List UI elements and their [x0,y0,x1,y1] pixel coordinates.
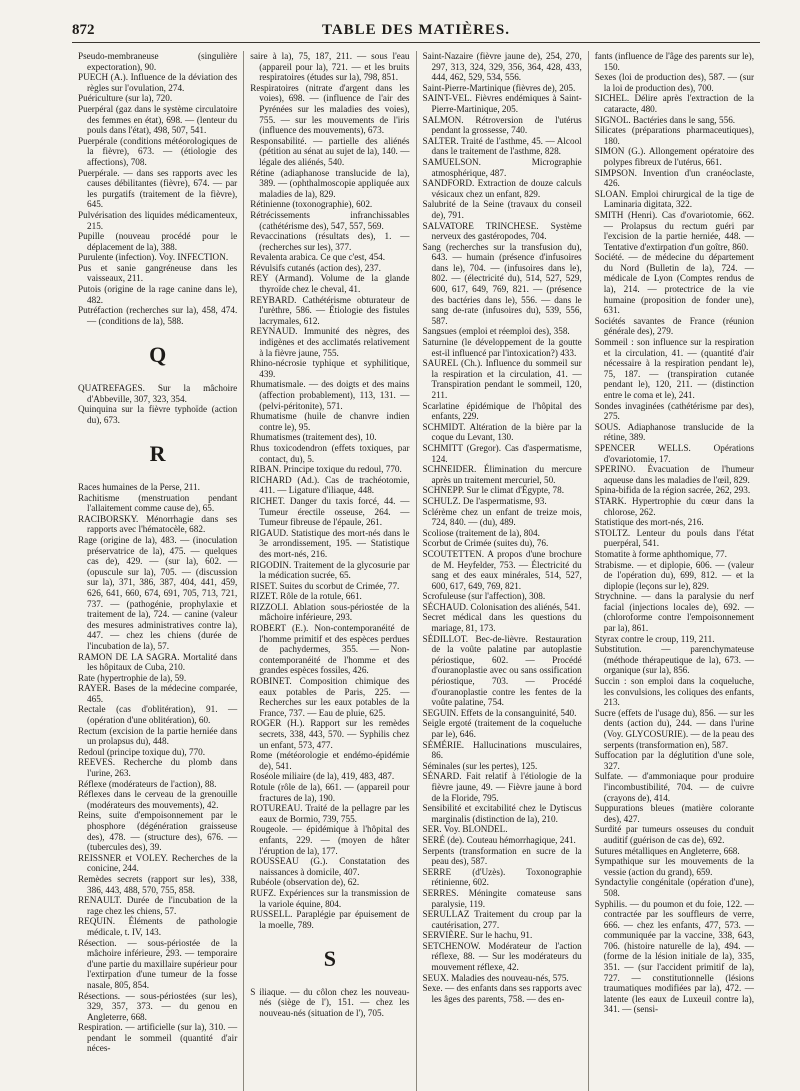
index-entry: SERVIÈRE. Sur le hachu, 91. [422,930,533,941]
index-entry: Rhumatismale. — des doigts et des mains (affection probablement), 113, 131. — (pelvi-péritonite), 571. [250,379,410,411]
index-entry: RIGAUD. Statistique des mort-nés dans le 3e arrondissement, 195. — Statistique des mort-nés, 216. [250,527,410,559]
index-columns [72,51,760,1091]
index-entry: Strabisme. — et diplopie, 606. — (valeur de l'opération du), 699, 812. — et la diplopie (leçons sur le), 829. [594,559,754,591]
index-entry: SER. Voy. BLONDEL. [422,824,508,835]
index-entry: SICHEL. Délire après l'extraction de la cataracte, 480. [594,93,754,114]
index-entry: Réflexe (modérateurs de l'action), 88. [78,778,217,789]
index-entry: SLOAN. Emploi chirurgical de la tige de Laminaria digitata, 322. [594,188,754,210]
index-entry: REISSNER et VOLEY. Recherches de la conicine, 244. [78,852,238,874]
index-entry: Rotule (rôle de la), 661. — (appareil pour fractures de la), 190. [250,781,410,803]
index-entry: SERRE (d'Uzès). Toxonographie rétinienne, 602. [422,866,582,888]
index-entry: Rage (origine de la), 483. — (inoculation préservatrice de la), 475. — quelques cas de), 429. — (sur la), 602. — (opuscule sur la), 705. — (discussion sur la), 371, 386, 387, 404, 441, 459, 626, 641, 660, 674, 691, 705, 713, 721, 737. — (pathogénie, prophylaxie et traitement de la), 724. — canine (valeur des mesures administratives contre la), 447. — chez les chiens (durée de l'incubation de la), 57. [78,534,238,651]
index-entry: SALVATORE TRINCHESE. Système nerveux des gastéropodes, 704. [422,220,582,242]
index-entry: SALMON. Rétroversion de l'utérus pendant la grossesse, 740. [422,114,582,136]
index-entry: Sang (recherches sur la transfusion du), 643. — humain (présence d'infusoires dans le), 704. — (infusoires dans le), 802. — (électricité du), 514, 527, 529, 600, 617, 649, 769, 821. — (présence des bactéries dans le), 556. — dans le sang de-rate (infusoires du), 539, 556, 587. [422,241,582,326]
index-entry: SANDFORD. Extraction de douze calculs vésicaux chez un enfant, 829. [422,178,582,199]
index-column-4 [588,51,760,1091]
index-entry: SAUREL (Ch.). Influence du sommeil sur la respiration et la circulation, 41. — Transpiration pendant le sommeil, 120, 211. [422,358,582,400]
index-entry: Serpents (transformation en sucre de la peau des), 587. [422,845,582,867]
index-entry: Saturnine (le développement de la goutte est-il influencé par l'intoxication?) 433. [422,337,582,358]
running-title: TABLE DES MATIÈRES. [321,22,511,38]
index-column-1 [72,51,243,1091]
index-entry: Sympathique sur les mouvements de la vessie (action du grand), 659. [594,856,754,877]
index-entry: REYNAUD. Immunité des nègres, des indigènes et des acclimatés relativement à la fièvre jaune, 755. [250,326,410,358]
index-entry: Scoliose (traitement de la), 804. [422,527,540,538]
index-entry: Pupille (nouveau procédé pour le déplacement de la), 388. [78,231,238,252]
index-entry: RIBAN. Principe toxique du redoul, 770. [250,464,402,475]
index-entry: Puerpérale (conditions météorologiques de la fièvre), 673. — (étiologie des affections), 708. [78,135,238,167]
index-entry: S iliaque. — du côlon chez les nouveau-nés (siège de l'), 151. — chez les nouveau-nés (situation de l'), 705. [250,986,410,1019]
index-entry: Revalenta arabica. Ce que c'est, 454. [250,252,386,263]
index-entry: fants (influence de l'âge des parents sur le), 150. [594,51,754,72]
index-entry: Sondes invaginées (cathétérisme par des), 275. [594,400,754,422]
index-entry: Roséole miliaire (de la), 419, 483, 487. [250,771,395,782]
index-entry: Rome (météorologie et endémo-épidémie de), 541. [250,750,410,771]
index-entry: SEGUIN. Effets de la consanguinité, 540. [422,707,577,718]
index-entry: SCOUTETTEN. A propos d'une brochure de M. Heyfelder, 753. — Électricité du sang et des eaux minérales, 514, 527, 600, 617, 649, 769, 821. [422,548,582,591]
index-entry: RIGODIN. Traitement de la glycosurie par la médication sucrée, 65. [250,559,410,581]
index-entry: Rétine (adiaphanose translucide de la), 389. — (ophthalmoscopie appliquée aux maladies de la), 829. [250,167,410,199]
index-entry: SCHULZ. De l'aspermatisme, 93. [422,495,547,506]
index-entry: SOUS. Adiaphanose translucide de la rétine, 389. [594,421,754,443]
index-entry: Suppurations bleues (matière colorante des), 427. [594,803,754,824]
index-entry: SÉNARD. Fait relatif à l'étiologie de la fièvre jaune, 49. — Fièvre jaune à bord de la Floride, 795. [422,771,582,803]
index-entry: Pus et sanie gangréneuse dans les vaisseaux, 211. [78,262,238,284]
index-entry: RENAULT. Durée de l'incubation de la rage chez les chiens, 57. [78,895,238,916]
index-entry: Silicates (préparations pharmaceutiques), 180. [594,125,754,146]
index-entry: SIMON (G.). Allongement opératoire des polypes fibreux de l'utérus, 661. [594,146,754,167]
index-entry: Styrax contre le croup, 119, 211. [594,633,715,644]
index-entry: Substitution. — parenchymateuse (méthode thérapeutique de la), 673. — organique (sur la), 856. [594,644,754,676]
index-entry: Respiration. — artificielle (sur la), 310. — pendant le sommeil (quantité d'air néces- [78,1022,238,1054]
index-entry: STARK. Hypertrophie du cœur dans la chlorose, 262. [594,495,754,517]
index-entry: Pseudo-membraneuse (singulière expectoration), 90. [78,51,238,72]
index-entry: Rectale (cas d'oblitération), 91. — (opération d'une oblitération), 60. [78,704,238,726]
index-entry: Scrofuleuse (sur l'affection), 308. [422,591,546,602]
index-entry: STOLTZ. Lenteur du pouls dans l'état puerpéral, 541. [594,527,754,549]
index-entry: Rougeole. — épidémique à l'hôpital des enfants, 229. — (moyen de hâter l'éruption de la), 177. [250,824,410,856]
index-entry: Succin : son emploi dans la coqueluche, les convulsions, les coliques des enfants, 213. [594,676,754,708]
index-entry: Rhus toxicodendron (effets toxiques, par contact, du), 5. [250,442,410,464]
index-entry: Séminales (sur les pertes), 125. [422,760,538,771]
index-entry: Statistique des mort-nés, 216. [594,517,704,528]
index-entry: Rétrécissements infranchissables (cathétérisme des), 547, 557, 569. [250,209,410,231]
index-entry: Syndactylie congénitale (opération d'une), 508. [594,877,754,898]
index-entry: Sclérème chez un enfant de treize mois, 724, 840. — (du), 489. [422,506,582,528]
index-entry: Rhumatisme (huile de chanvre indien contre le), 95. [250,411,410,432]
index-entry: Rhino-nécrosie typhique et syphilitique, 439. [250,358,410,379]
index-entry: REY (Armand). Volume de la glande thyroïde chez le cheval, 41. [250,273,410,295]
index-entry: Rétinienne (toxonographie), 602. [250,199,373,210]
index-entry: Rachitisme (menstruation pendant l'allaitement comme cause de), 65. [78,492,238,514]
index-entry: Respiratoires (nitrate d'argent dans les voies), 698. — (influence de l'air des Pyrénées sur les maladies des voies), 755. — sur les mouvements de l'iris (influence des mouvements), 673. [250,82,410,136]
index-entry: Redoul (principe toxique du), 770. [78,746,206,757]
index-entry: Rate (hypertrophie de la), 59. [78,672,187,683]
index-entry: RAMON DE LA SAGRA. Mortalité dans les hôpitaux de Cuba, 210. [78,651,238,673]
index-entry: REYBARD. Cathétérisme obturateur de l'urèthre, 586. — Étiologie des fistules lacrymales, 612. [250,294,410,326]
section-letter: Q [149,342,167,368]
index-entry: SÉCHAUD. Colonisation des aliénés, 541. [422,601,581,612]
index-entry: Remèdes secrets (rapport sur les), 338, 386, 443, 488, 570, 755, 858. [78,873,238,895]
page-header [72,20,760,43]
index-entry: Responsabilité. — partielle des aliénés (pétition au sénat au sujet de la), 140. — légale des aliénés, 540. [250,135,410,167]
index-entry: RICHET. Danger du taxis forcé, 44. — Tumeur érectile osseuse, 264. — Tumeur fibreuse de l'épaule, 261. [250,495,410,528]
index-entry: SAMUELSON. Micrographie atmosphérique, 487. [422,156,582,178]
index-entry: saire à la), 75, 187, 211. — sous l'eau (appareil pour la), 721. — et les bruits respiratoires (études sur la), 798, 851. [250,51,410,83]
index-entry: Strychnine. — dans la paralysie du nerf facial (injections locales de), 692. — (chloroforme contre l'empoisonnement par la), 861. [594,591,754,634]
index-entry: SCHMIDT. Altération de la bière par la coque du Levant, 130. [422,421,582,443]
index-entry: Purulente (infection). Voy. INFECTION. [78,252,229,263]
index-entry: Résections. — sous-périostées (sur les), 329, 357, 373. — du genou en Angleterre, 668. [78,990,238,1022]
index-entry: SIGNOL. Bactéries dans le sang, 556. [594,114,736,125]
index-entry: Putois (origine de la rage canine dans le), 482. [78,284,238,305]
index-entry: Pulvérisation des liquides médicamenteux, 215. [78,209,238,231]
index-entry: Scarlatine épidémique de l'hôpital des enfants, 229. [422,400,582,422]
index-entry: SAINT-VEL. Fièvres endémiques à Saint-Pierre-Martinique, 205. [422,93,582,114]
index-entry: Puerpérale. — dans ses rapports avec les causes débilitantes (fièvre), 674. — par les purgatifs (traitement de la fièvre), 645. [78,167,238,210]
index-entry: SMITH (Henri). Cas d'ovariotomie, 662. — Prolapsus du rectum guéri par l'excision de la partie herniée, 448. — Tentative d'extirpation d'un goître, 860. [594,209,754,252]
index-entry: RIZZOLI. Ablation sous-périostée de la mâchoire inférieure, 293. [250,601,410,623]
index-entry: PUECH (A.). Influence de la déviation des règles sur l'ovulation, 274. [78,72,238,93]
index-entry: Réflexes dans le cerveau de la grenouille (modérateurs des mouvements), 42. [78,789,238,810]
index-entry: Révulsifs cutanés (action des), 237. [250,262,381,273]
section-letter: R [149,441,166,467]
index-entry: Rubéole (observation de), 62. [250,877,360,888]
index-entry: Sexes (loi de production des), 587. — (sur la loi de production des), 700. [594,72,754,93]
index-entry: RACIBORSKY. Ménorrhagie dans ses rapports avec l'hématocèle, 682. [78,513,238,535]
index-entry: Spina-bifida de la région sacrée, 262, 293. [594,485,751,496]
index-entry: ROBINET. Composition chimique des eaux potables de Paris, 225. — Recherches sur les eaux potables de la France, 737. — Eau de pluie, 625. [250,676,410,718]
index-entry: Puerpéral (gaz dans le système circulatoire des femmes en état), 698. — (lenteur du pouls dans l'état), 498, 507, 541. [78,103,238,136]
index-entry: Saint-Pierre-Martinique (fièvres de), 205. [422,82,576,93]
index-entry: SPERINO. Évacuation de l'humeur aqueuse dans les maladies de l'œil, 829. [594,464,754,485]
index-entry: Société. — de médecine du département du Nord (Bulletin de la), 724. — médicale de Lyon (Comptes rendus de la), 214. — protectrice de la vie humaine (proposition de fonder une), 631. [594,252,754,316]
index-entry: RICHARD (Ad.). Cas de trachéotomie, 411. — Ligature d'iliaque, 448. [250,474,410,496]
index-entry: Quinquina sur la fièvre typhoïde (action du), 673. [78,404,238,425]
section-letter: S [323,946,336,972]
index-entry: Rhumatismes (traitement des), 10. [250,432,377,443]
index-column-2 [243,51,415,1091]
index-entry: Saint-Nazaire (fièvre jaune de), 254, 270, 297, 313, 324, 329, 356, 364, 428, 433, 444, 462, 529, 534, 556. [422,51,582,83]
index-entry: Résection. — sous-périostée de la mâchoire inférieure, 293. — temporaire d'une partie du maxillaire supérieur pour l'extirpation d'une tumeur de la fosse nasale, 805, 854. [78,937,238,990]
index-entry: RIZET. Rôle de la rotule, 661. [250,591,362,602]
index-entry: Puériculture (sur la), 720. [78,93,173,104]
index-entry: Sucre (effets de l'usage du), 856. — sur les dents (action du), 244. — dans l'urine (Voy. GLYCOSURIE). — de la peau des serpents (transformation en), 587. [594,707,754,750]
index-entry: SERULLAZ Traitement du croup par la cautérisation, 277. [422,909,582,930]
index-entry: Sociétés savantes de France (réunion générale des), 279. [594,315,754,337]
index-entry: RAYER. Bases de la médecine comparée, 465. [78,683,238,704]
index-entry: Sulfate. — d'ammoniaque pour produire l'incombustibilité, 704. — de cuivre (crayons de), 414. [594,771,754,803]
index-entry: QUATREFAGES. Sur la mâchoire d'Abbeville, 307, 323, 354. [78,383,238,404]
index-entry: SPENCER WELLS. Opérations d'ovariotomie, 17. [594,442,754,464]
index-entry: REEVES. Recherche du plomb dans l'urine, 263. [78,757,238,779]
index-entry: Sangsues (emploi et réemploi des), 358. [422,326,570,337]
index-entry: Stomatite à forme aphthomique, 77. [594,548,727,559]
index-entry: Sensibilité et excitabilité chez le Dytiscus marginalis (distinction de la), 210. [422,803,582,824]
index-entry: ROUSSEAU (G.). Constatation des naissances à domicile, 407. [250,856,410,877]
index-entry: RISET. Suites du scorbut de Crimée, 77. [250,580,400,591]
index-entry: SALTER. Traité de l'asthme, 45. — Alcool dans le traitement de l'asthme, 828. [422,135,582,157]
index-entry: SEUX. Maladies des nouveau-nés, 575. [422,972,569,983]
index-entry: Races humaines de la Perse, 211. [78,482,200,492]
index-entry: RUSSELL. Paraplégie par épuisement de la moelle, 789. [250,909,410,930]
index-entry: Reins, suite d'empoisonnement par le phosphore (dégénération graisseuse des), 478. — (structure des), 676. — (tubercules des), 39. [78,810,238,853]
page-number: 872 [72,22,95,38]
index-entry: Rectum (excision de la partie herniée dans un prolapsus du), 448. [78,725,238,747]
index-entry: SIMPSON. Invention d'un cranéoclaste, 426. [594,167,754,189]
index-entry: SETCHENOW. Modérateur de l'action réflexe, 88. — Sur les modérateurs du mouvement réflexe, 42. [422,940,582,973]
index-entry: ROTUREAU. Traité de la pellagre par les eaux de Bormio, 739, 755. [250,803,410,824]
index-entry: Salubrité de la Seine (travaux du conseil de), 791. [422,199,582,220]
index-entry: REQUIN. Éléments de pathologie médicale, t. IV, 143. [78,916,238,937]
index-entry: Revaccinations (résultats des), 1. — (recherches sur les), 377. [250,231,410,252]
index-entry: SCHNEIDER. Élimination du mercure après un traitement mercuriel, 50. [422,464,582,485]
index-entry: Scorbut de Crimée (suites du), 76. [422,538,549,549]
index-entry: SERRES. Méningite comateuse sans paralysie, 119. [422,887,582,909]
index-entry: SCHMITT (Gregor). Cas d'aspermatisme, 124. [422,442,582,464]
index-entry: SÉDILLOT. Bec-de-lièvre. Restauration de la voûte palatine par autoplastie périostique, 602. — Procédé d'ouranoplastie avec ou sans ossification périostique, 703. — Procédé d'ouranoplastie contre les fentes de la voûte palatine, 754. [422,633,582,708]
index-entry: Sommeil : son influence sur la respiration et la circulation, 41. — (quantité d'air nécessaire à la respiration pendant le), 75, 187. — (transpiration cutanée pendant le), 120, 211. — (distinction entre le coma et le), 241. [594,337,754,400]
index-entry: Seigle ergoté (traitement de la coqueluche par le), 646. [422,718,582,739]
index-entry: SÉMÉRIE. Hallucinations musculaires, 86. [422,739,582,761]
index-entry: ROGER (H.). Rapport sur les remèdes secrets, 338, 443, 570. — Syphilis chez un enfant, 573, 477. [250,718,410,750]
index-entry: Putréfaction (recherches sur la), 458, 474. — (conditions de la), 588. [78,305,238,326]
index-entry: Sutures métalliques en Angleterre, 668. [594,845,740,856]
index-entry: Secret médical dans les questions du mariage, 81, 173. [422,612,582,634]
index-entry: RUFZ. Expériences sur la transmission de la variole équine, 804. [250,887,410,909]
index-entry: Suffocation par la déglutition d'une sole, 327. [594,750,754,771]
index-column-3 [416,51,588,1091]
index-entry: SCHNEPP. Sur le climat d'Égypte, 78. [422,485,565,496]
index-entry: ROBERT (E.). Non-contemporanéité de l'homme primitif et des espèces perdues de pachydermes, 355. — Non-contemporanéité de l'homme et des grandes espèces fossiles, 426. [250,623,410,676]
index-entry: SERÉ (de). Couteau hémorrhagique, 241. [422,834,576,845]
index-entry: Surdité par tumeurs osseuses du conduit auditif (guérison de cas de), 692. [594,824,754,845]
index-entry: Sexe. — des enfants dans ses rapports avec les âges des parents, 758. — des en- [422,983,582,1004]
index-entry: Syphilis. — du poumon et du foie, 122. — contractée par les souffleurs de verre, 666. — chez les enfants, 477, 573. — communiquée par la vaccine, 338, 643, 706. (histoire naturelle de la), 494. — (forme de la lésion initiale de la), 335, 351. — (sur l'accident primitif de la), 727. — constitutionnelle (lésions traumatiques modifiées par la), 472. — latente (les eaux de Luxeuil contre la), 341. — (sensi- [594,898,754,1015]
